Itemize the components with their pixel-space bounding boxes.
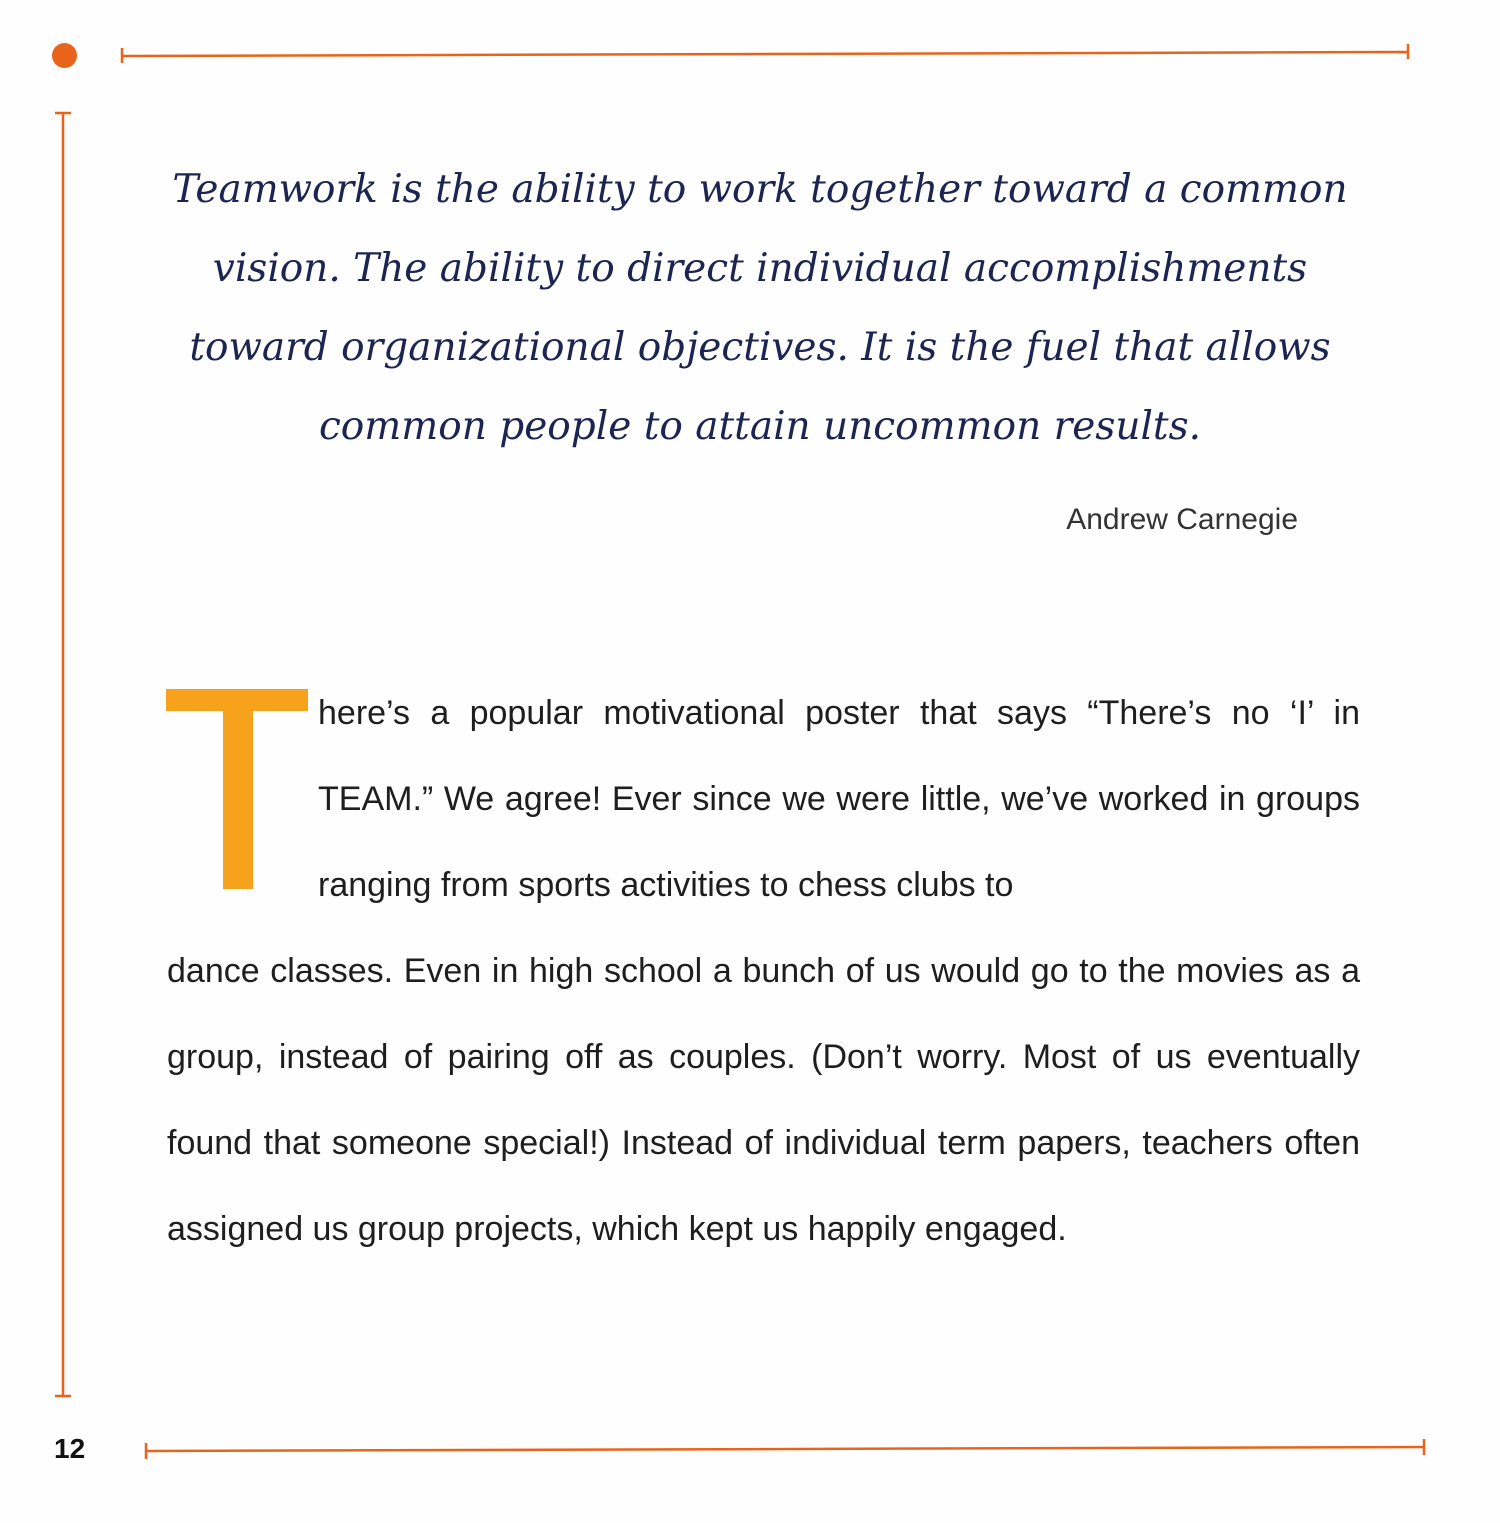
body-paragraph-lead: here’s a popular motivational poster that says “There’s no ‘I’ in TEAM.” We agree! Ever since we were little, we’ve worked in groups ranging from sports activities to chess clubs to xyxy=(318,694,1360,904)
drop-cap-letter xyxy=(166,689,308,889)
body-paragraph-continued: dance classes. Even in high school a bunch of us would go to the movies as a group, instead of pairing off as couples. (Don’t worry. Most of us eventually found that someone special!) Instead of individual term papers, teachers often assigned us group projects, which kept us happily engaged. xyxy=(167,952,1360,1248)
bottom-rule xyxy=(146,1447,1424,1451)
top-rule xyxy=(122,52,1408,56)
epigraph-quote: Teamwork is the ability to work together toward a common vision. The ability to direct individual accomplishments toward organizational objectives. It is the fuel that allows common people to attain uncommon results. xyxy=(172,167,1348,449)
quote-attribution: Andrew Carnegie xyxy=(1066,503,1298,536)
page-number: 12 xyxy=(54,1433,86,1464)
